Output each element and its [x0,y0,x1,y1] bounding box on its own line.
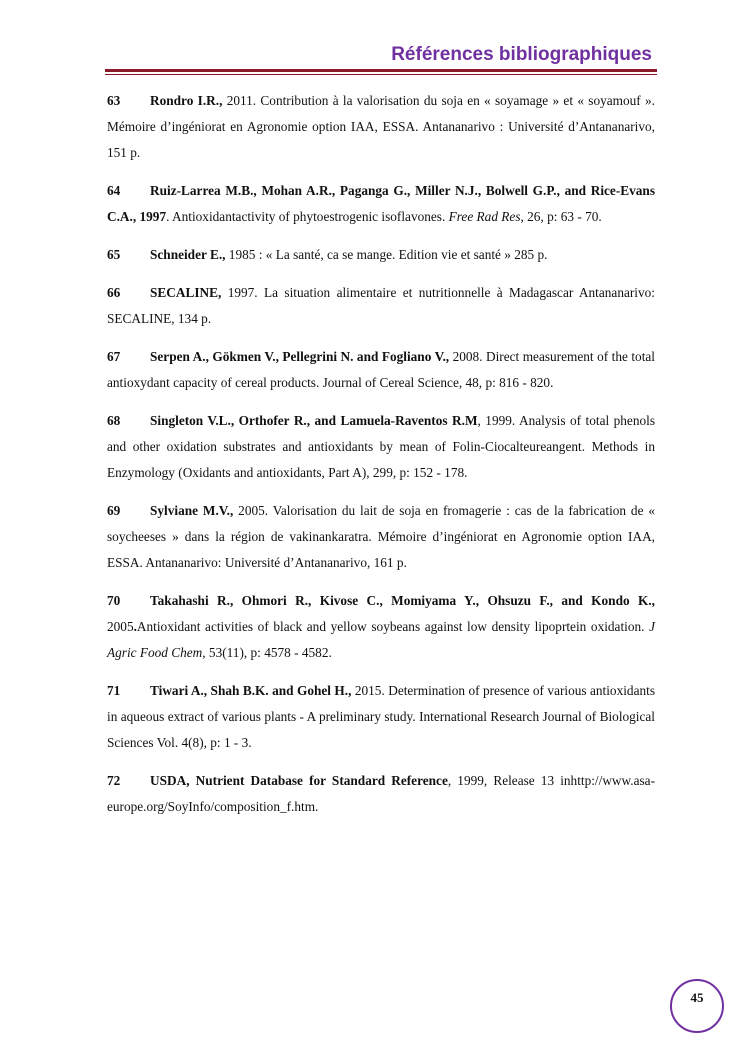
reference-number: 64 [107,183,121,198]
reference-number: 63 [107,93,121,108]
reference-72 [107,768,655,820]
reference-number: 65 [107,247,121,262]
reference-text: 2005. Valorisation du lait de soja en fromagerie : cas de la fabrication de « soycheeses » dans la région de vakinankaratra. Mémoire d’ingéniorat en Agronomie option IAA, ESSA. Antananarivo: Université d’Antananarivo, 161 p. [107,503,656,570]
reference-69 [107,498,655,576]
reference-text: , 1999, Release 13 inhttp://www.asa-europe.org/SoyInfo/composition_f.htm. [107,773,655,814]
reference-70 [107,588,655,666]
reference-number: 70 [107,593,121,608]
reference-number: 72 [107,773,121,788]
reference-68 [107,408,655,486]
reference-text-mid: Antioxidant activities of black and yellow soybeans against low density lipoprtein oxidation. [136,619,650,634]
header-rule-thin [105,74,657,75]
reference-number: 66 [107,285,121,300]
page-number-badge [670,979,724,1033]
reference-text-end: , 26, p: 63 - 70. [520,209,602,224]
reference-authors: Rondro I.R., [150,93,223,108]
reference-authors: Schneider E., [150,247,226,262]
reference-list [107,88,655,832]
reference-authors: Ruiz-Larrea M.B., Mohan A.R., Paganga G., Miller N.J., Bolwell G.P., and Rice-Evans C.A., 1997 [107,183,655,224]
reference-authors: Singleton V.L., Orthofer R., and Lamuela-Raventos R.M [150,413,478,428]
reference-65 [107,242,655,268]
page-header-title: Références bibliographiques [391,44,652,65]
reference-separator: . [133,619,137,634]
reference-71 [107,678,655,756]
reference-authors: SECALINE, [150,285,222,300]
reference-authors: Serpen A., Gökmen V., Pellegrini N. and Fogliano V., [150,349,450,364]
reference-authors: Sylviane M.V., [150,503,234,518]
reference-journal: Free Rad Res [448,209,521,224]
reference-text: 2008. Direct measurement of the total antioxydant capacity of cereal products. Journal of Cereal Science, 48, p: 816 - 820. [107,349,655,390]
reference-text: 2005 [107,619,134,634]
page-number: 45 [690,990,704,1005]
reference-63 [107,88,655,166]
reference-authors: Takahashi R., Ohmori R., Kivose C., Momiyama Y., Ohsuzu F., and Kondo K., [150,593,655,608]
reference-66 [107,280,655,332]
reference-67 [107,344,655,396]
reference-text: 2011. Contribution à la valorisation du soja en « soyamage » et « soyamouf ». Mémoire d’ingéniorat en Agronomie option IAA, ESSA. Antananarivo : Université d’Antananarivo, 151 p. [107,93,655,160]
reference-authors: USDA, Nutrient Database for Standard Reference [150,773,448,788]
reference-authors: Tiwari A., Shah B.K. and Gohel H., [150,683,352,698]
reference-text: 2015. Determination of presence of various antioxidants in aqueous extract of various plants - A preliminary study. International Research Journal of Biological Sciences Vol. 4(8), p: 1 - 3. [107,683,655,750]
reference-number: 71 [107,683,121,698]
header-rule-thick [105,69,657,72]
reference-text: . Antioxidantactivity of phytoestrogenic isoflavones. [166,209,449,224]
reference-text: , 1999. Analysis of total phenols and other oxidation substrates and antioxidants by mean of Folin-Ciocalteureangent. Methods in Enzymology (Oxidants and antioxidants, Part A), 299, p: 152 - 178. [107,413,655,480]
reference-number: 69 [107,503,121,518]
reference-number: 68 [107,413,121,428]
reference-text: 1997. La situation alimentaire et nutritionnelle à Madagascar Antananarivo: SECALINE, 134 p. [107,285,655,326]
reference-64 [107,178,655,230]
reference-text: 1985 : « La santé, ca se mange. Edition vie et santé » 285 p. [225,247,548,262]
reference-number: 67 [107,349,121,364]
reference-journal: J Agric Food Chem [107,619,655,660]
reference-text-end: , 53(11), p: 4578 - 4582. [202,645,332,660]
